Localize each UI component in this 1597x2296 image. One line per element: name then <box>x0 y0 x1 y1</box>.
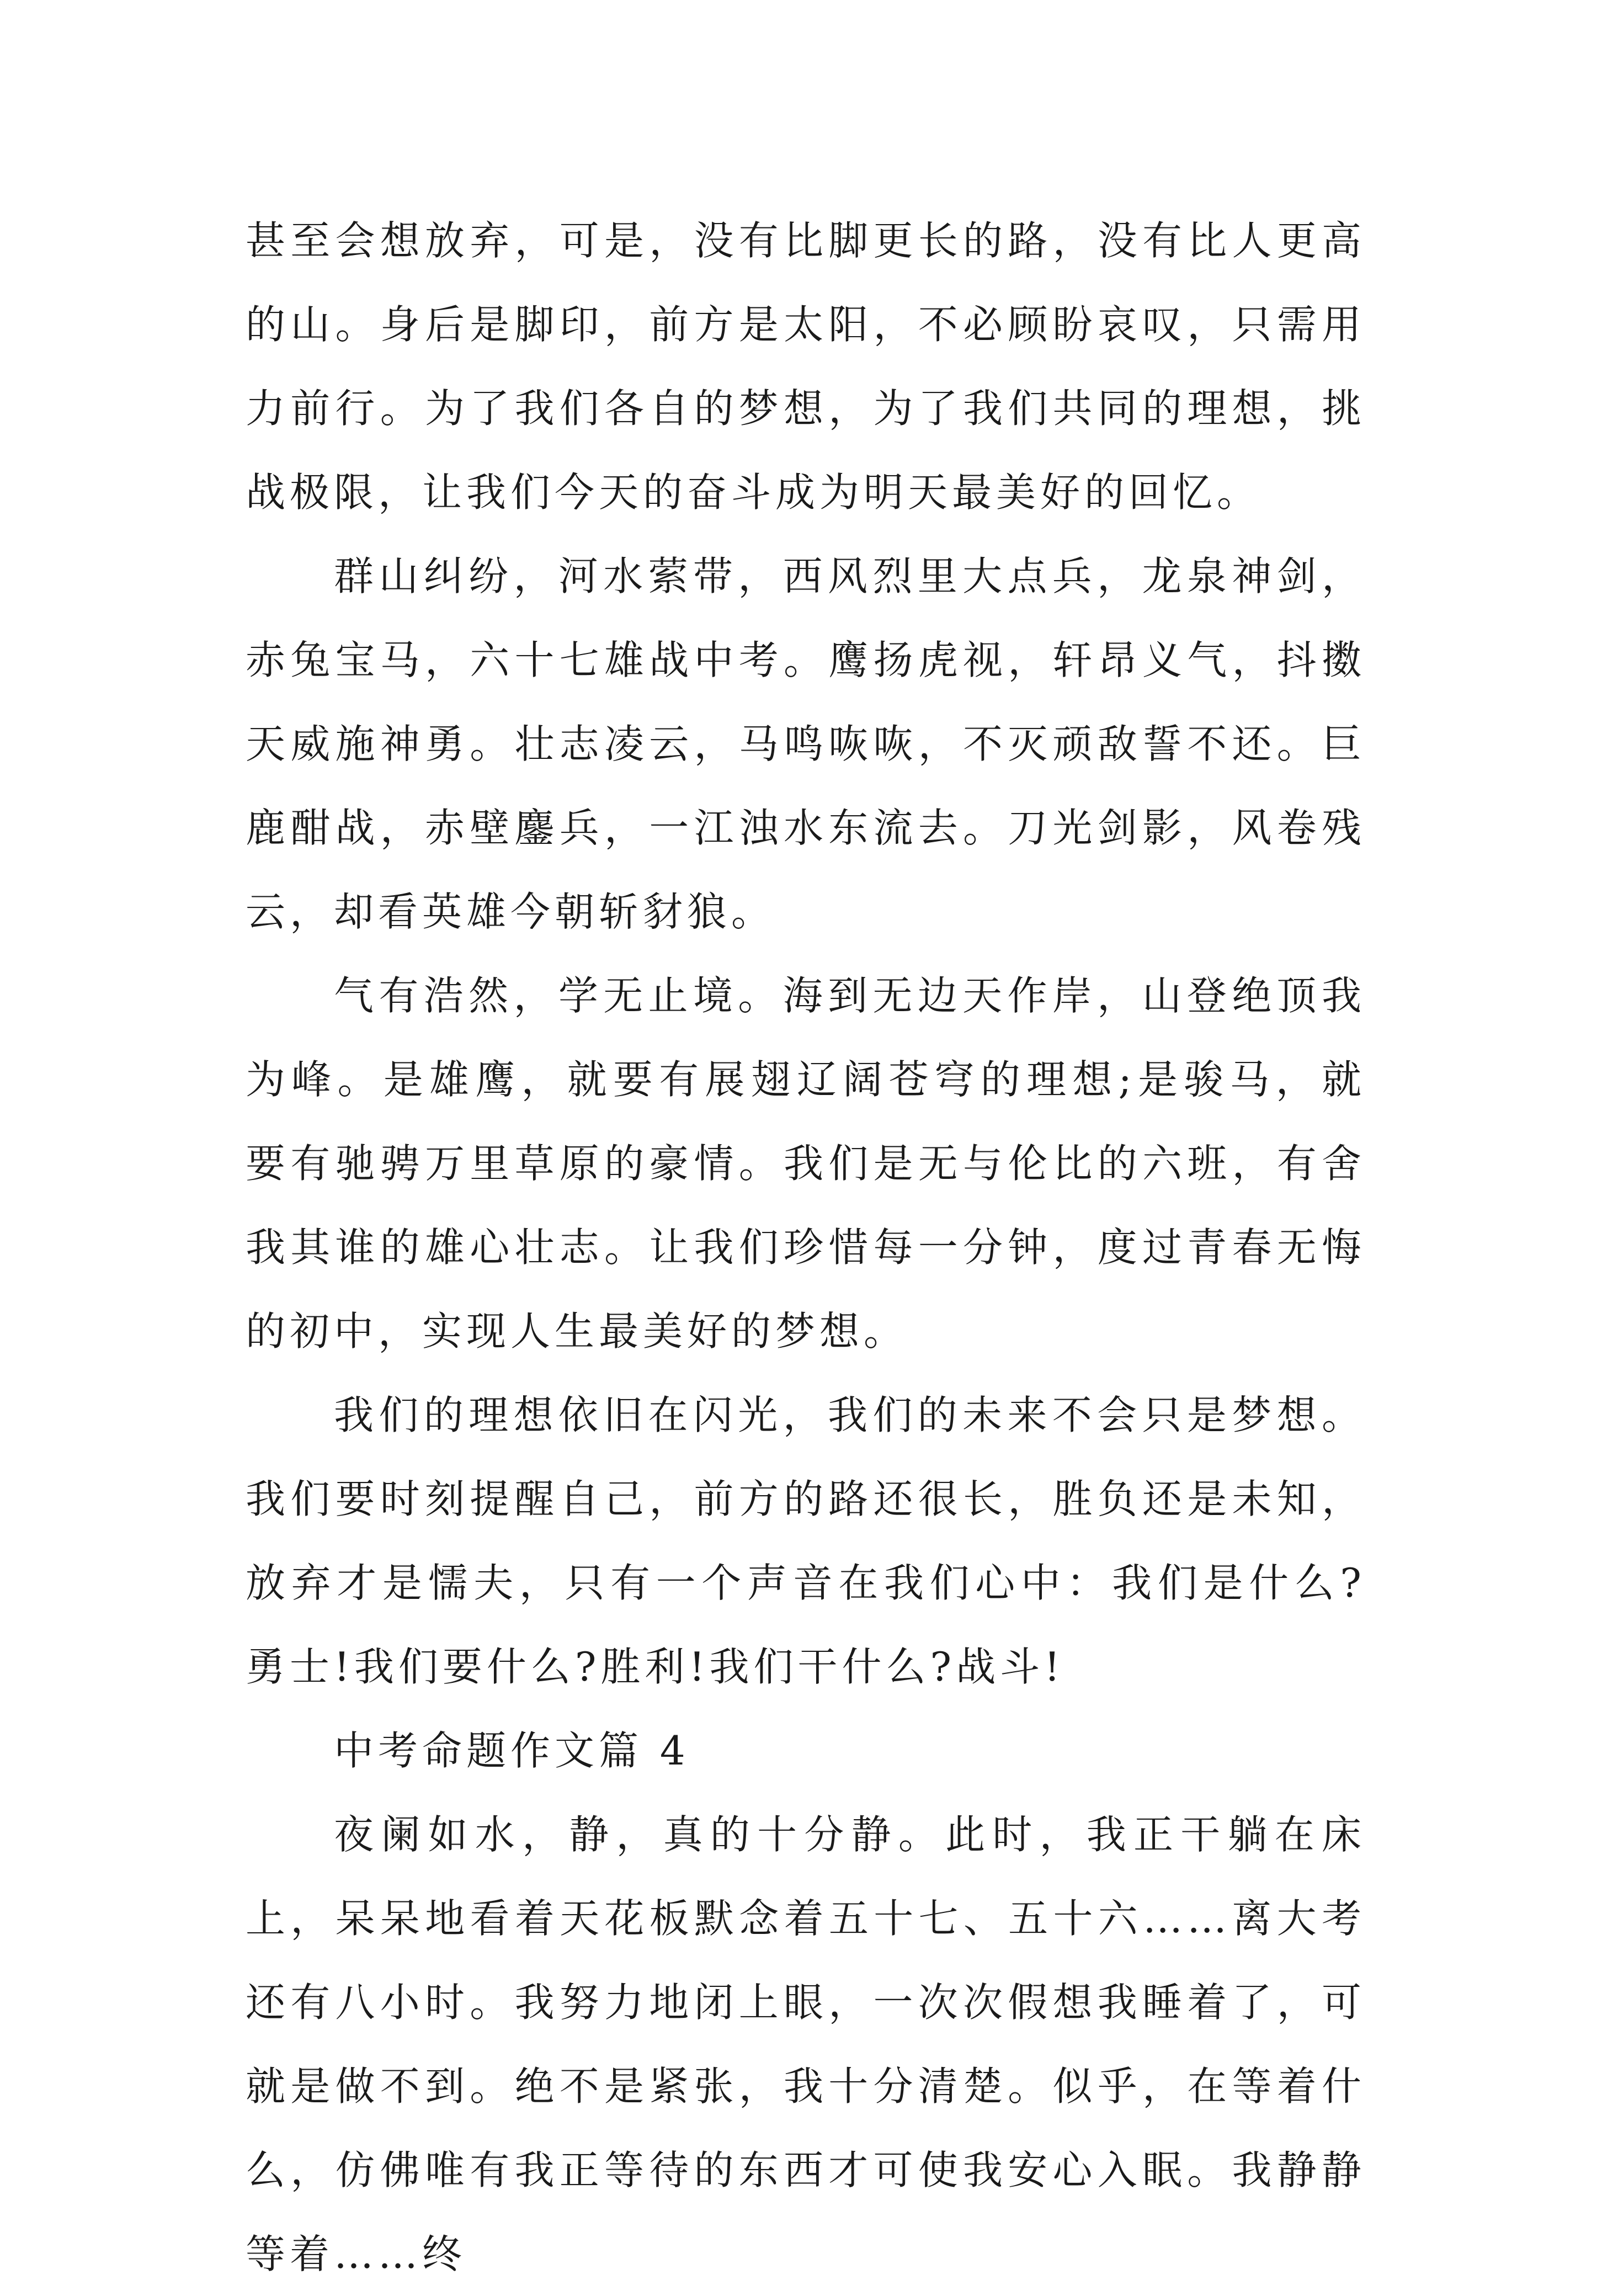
paragraph-1: 甚至会想放弃，可是，没有比脚更长的路，没有比人更高的山。身后是脚印，前方是太阳，不必顾盼哀叹，只需用力前行。为了我们各自的梦想，为了我们共同的理想，挑战极限，让我们今天的奋斗成为明天最美好的回忆。 <box>246 217 1366 515</box>
paragraph-2: 群山纠纷，河水萦带，西风烈里大点兵，龙泉神剑，赤兔宝马，六十七雄战中考。鹰扬虎视，轩昂义气，抖擞天威施神勇。壮志凌云，马鸣咴咴，不灭顽敌誓不还。巨鹿酣战，赤壁鏖兵，一江浊水东流去。刀光剑影，风卷残云，却看英雄今朝斩豺狼。 <box>246 553 1366 935</box>
paragraph-5: 夜阑如水，静，真的十分静。此时，我正干躺在床上，呆呆地看着天花板默念着五十七、五十六……离大考还有八小时。我努力地闭上眼，一次次假想我睡着了，可就是做不到。绝不是紧张，我十分清楚。似乎，在等着什么，仿佛唯有我正等待的东西才可使我安心入眠。我静静等着……终 <box>246 1811 1366 2277</box>
paragraph-3: 气有浩然，学无止境。海到无边天作岸，山登绝顶我为峰。是雄鹰，就要有展翅辽阔苍穹的理想;是骏马，就要有驰骋万里草原的豪情。我们是无与伦比的六班，有舍我其谁的雄心壮志。让我们珍惜每一分钟，度过青春无悔的初中，实现人生最美好的梦想。 <box>246 972 1366 1354</box>
document-body <box>246 199 1366 2296</box>
paragraph-4: 我们的理想依旧在闪光，我们的未来不会只是梦想。我们要时刻提醒自己，前方的路还很长，胜负还是未知，放弃才是懦夫，只有一个声音在我们心中：我们是什么?勇士!我们要什么?胜利!我们干什么?战斗! <box>246 1392 1366 1690</box>
section-heading: 中考命题作文篇 4 <box>334 1728 690 1774</box>
